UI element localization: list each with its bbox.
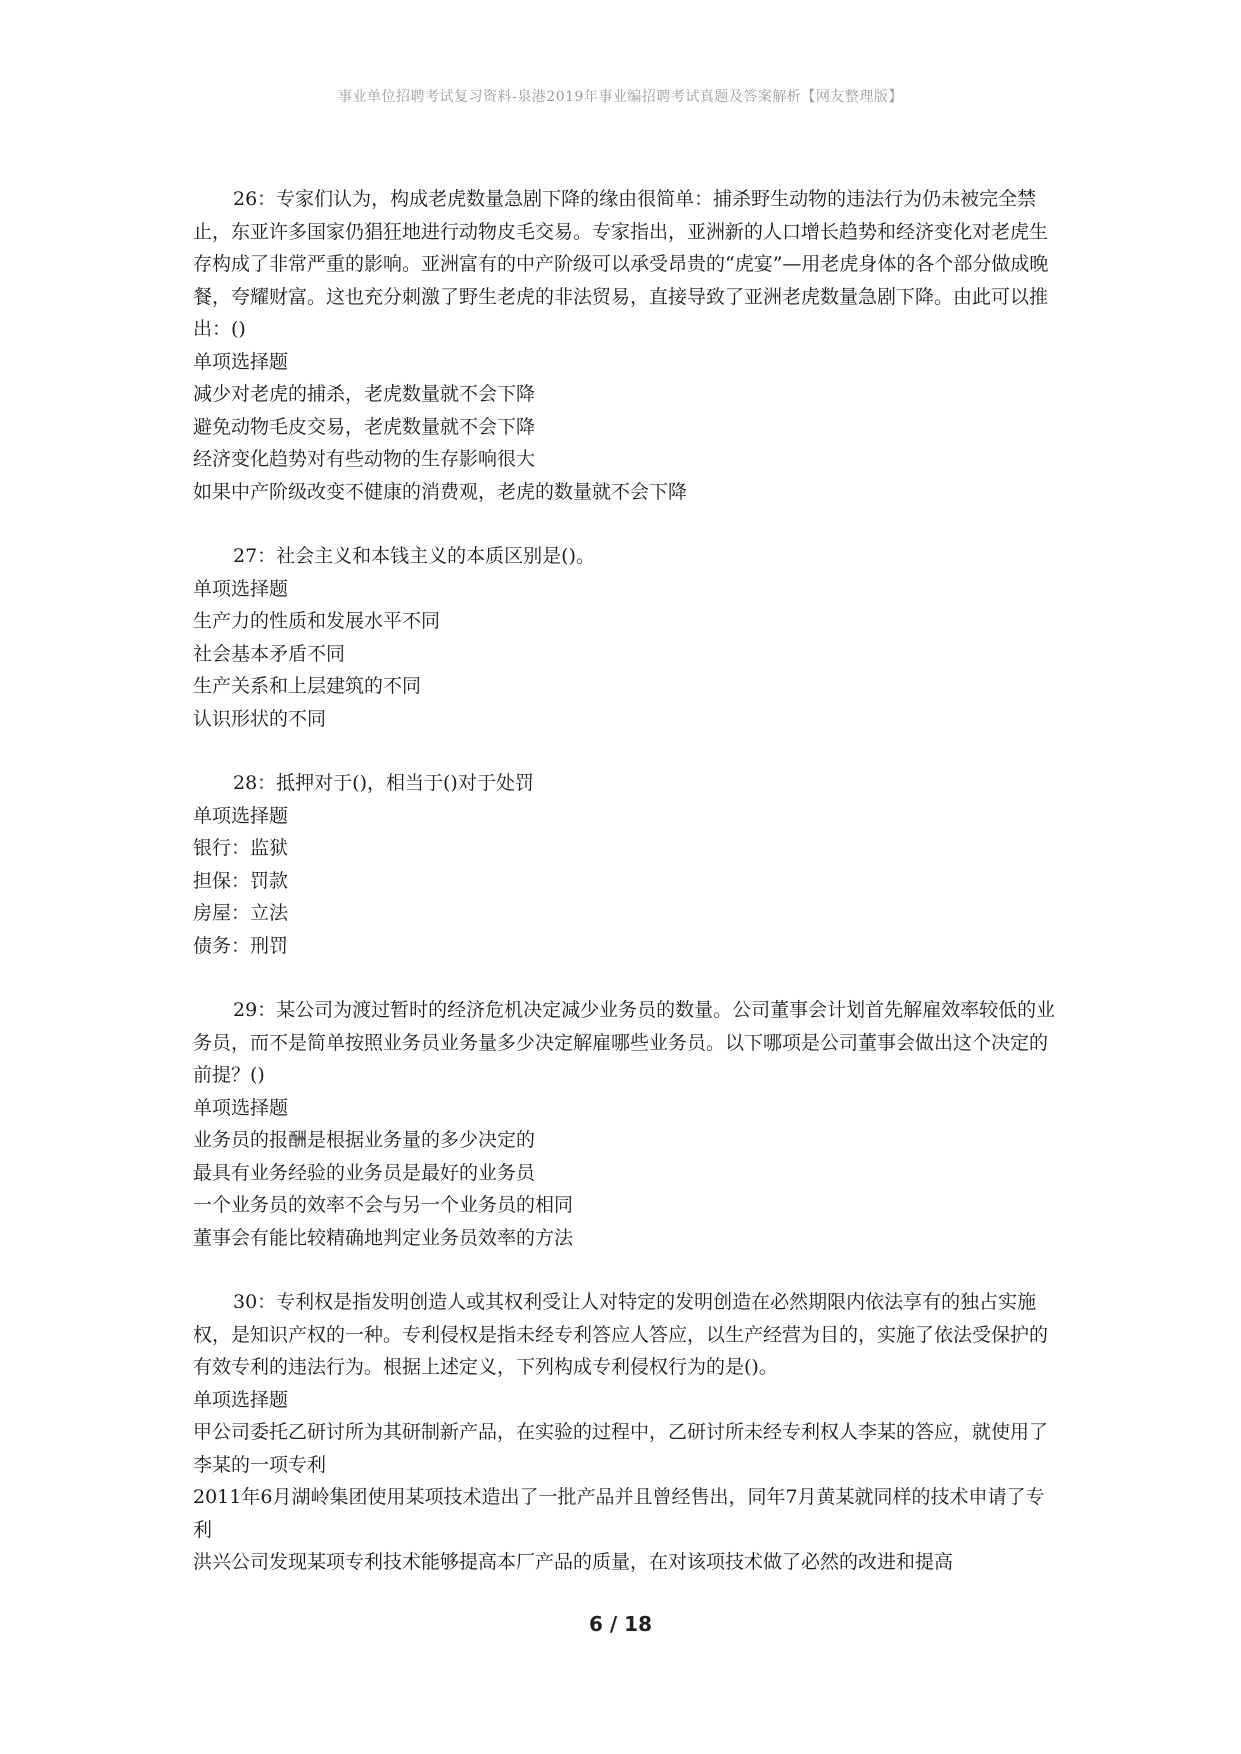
option-c: 房屋：立法 xyxy=(193,902,289,924)
question-text: 29：某公司为渡过暂时的经济危机决定减少业务员的数量。公司董事会计划首先解雇效率较低的业务员，而不是简单按照业务员业务量多少决定解雇哪些业务员。以下哪项是公司董事会做出这个决定的前提？() xyxy=(193,999,1056,1086)
option-b: 避免动物毛皮交易，老虎数量就不会下降 xyxy=(193,415,536,438)
question-28 xyxy=(193,767,1061,962)
option-d: 认识形状的不同 xyxy=(193,707,327,730)
document-body xyxy=(193,183,1061,1611)
question-26 xyxy=(193,183,1061,508)
question-type: 单项选择题 xyxy=(193,577,289,600)
question-type: 单项选择题 xyxy=(193,1096,289,1119)
question-text: 27：社会主义和本钱主义的本质区别是()。 xyxy=(233,545,596,567)
question-30 xyxy=(193,1286,1061,1579)
option-b: 最具有业务经验的业务员是最好的业务员 xyxy=(193,1161,536,1184)
option-a: 甲公司委托乙研讨所为其研制新产品，在实验的过程中，乙研讨所未经专利权人李某的答应，就使用了李某的一项专利 xyxy=(193,1421,1049,1476)
question-text: 26：专家们认为，构成老虎数量急剧下降的缘由很简单：捕杀野生动物的违法行为仍未被完全禁止，东亚许多国家仍猖狂地进行动物皮毛交易。专家指出，亚洲新的人口增长趋势和经济变化对老虎生存构成了非常严重的影响。亚洲富有的中产阶级可以承受昂贵的“虎宴”—用老虎身体的各个部分做成晚餐，夸耀财富。这也充分刺激了野生老虎的非法贸易，直接导致了亚洲老虎数量急剧下降。由此可以推出：() xyxy=(193,188,1049,340)
option-a: 生产力的性质和发展水平不同 xyxy=(193,610,441,632)
option-d: 债务：刑罚 xyxy=(193,934,289,957)
option-c: 洪兴公司发现某项专利技术能够提高本厂产品的质量，在对该项技术做了必然的改进和提高 xyxy=(193,1551,954,1573)
option-d: 如果中产阶级改变不健康的消费观，老虎的数量就不会下降 xyxy=(193,480,688,503)
question-type: 单项选择题 xyxy=(193,804,289,827)
option-c: 一个业务员的效率不会与另一个业务员的相同 xyxy=(193,1194,574,1216)
option-a: 减少对老虎的捕杀，老虎数量就不会下降 xyxy=(193,383,536,405)
question-type: 单项选择题 xyxy=(193,1388,289,1411)
option-b: 社会基本矛盾不同 xyxy=(193,642,346,665)
question-text: 30：专利权是指发明创造人或其权利受让人对特定的发明创造在必然期限内依法享有的独占实施权，是知识产权的一种。专利侵权是指未经专利答应人答应，以生产经营为目的，实施了依法受保护的有效专利的违法行为。根据上述定义，下列构成专利侵权行为的是()。 xyxy=(193,1291,1049,1378)
option-b: 担保：罚款 xyxy=(193,869,289,892)
question-text: 28：抵押对于()，相当于()对于处罚 xyxy=(233,772,534,794)
page-number: 6 / 18 xyxy=(589,1612,652,1636)
option-a: 银行：监狱 xyxy=(193,837,289,859)
question-27 xyxy=(193,540,1061,735)
question-type: 单项选择题 xyxy=(193,350,289,373)
page-header: 事业单位招聘考试复习资料-泉港2019年事业编招聘考试真题及答案解析【网友整理版】 xyxy=(338,89,903,105)
option-b: 2011年6月湖岭集团使用某项技术造出了一批产品并且曾经售出，同年7月黄某就同样的技术申请了专利 xyxy=(193,1486,1045,1541)
option-d: 董事会有能比较精确地判定业务员效率的方法 xyxy=(193,1226,574,1249)
option-a: 业务员的报酬是根据业务量的多少决定的 xyxy=(193,1129,536,1151)
option-c: 生产关系和上层建筑的不同 xyxy=(193,675,422,697)
option-c: 经济变化趋势对有些动物的生存影响很大 xyxy=(193,448,536,470)
question-29 xyxy=(193,994,1061,1254)
